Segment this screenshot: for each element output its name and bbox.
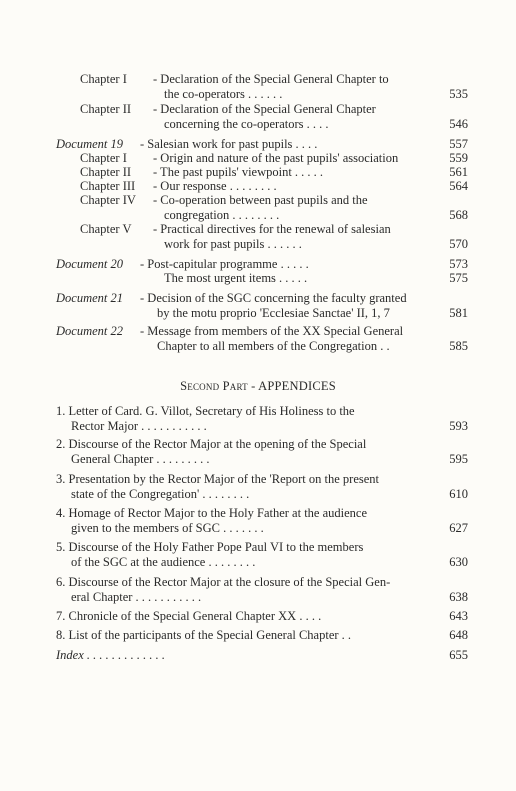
- appendix-title: 6. Discourse of the Rector Major at the closure of the Special Gen-: [56, 575, 391, 589]
- page-number: 557: [449, 137, 468, 151]
- entry-label: Document 20: [56, 257, 123, 271]
- page-number: 593: [449, 419, 468, 433]
- section-heading-suffix: - APPENDICES: [251, 379, 336, 393]
- appendix-title-cont: General Chapter . . . . . . . . .: [71, 452, 210, 466]
- page-number: 648: [449, 628, 468, 642]
- entry-title: - Post-capitular programme . . . . .: [140, 257, 309, 271]
- page-number: 568: [449, 208, 468, 222]
- entry-title: - Origin and nature of the past pupils' association: [153, 151, 399, 165]
- entry-title-cont: the co-operators . . . . . .: [164, 87, 283, 101]
- entry-label: Chapter IV: [80, 193, 136, 207]
- page-number: 655: [449, 648, 468, 662]
- appendix-title: 1. Letter of Card. G. Villot, Secretary of His Holiness to the: [56, 404, 355, 418]
- entry-title: - Our response . . . . . . . .: [153, 179, 277, 193]
- section-heading: [0, 378, 516, 394]
- entry-title-cont: Chapter to all members of the Congregation . .: [157, 339, 390, 353]
- appendix-title: 7. Chronicle of the Special General Chapter XX . . . .: [56, 609, 322, 623]
- page-number: 564: [449, 179, 468, 193]
- page-number: 643: [449, 609, 468, 623]
- page-number: 581: [449, 306, 468, 320]
- appendix-title: 3. Presentation by the Rector Major of the 'Report on the present: [56, 472, 380, 486]
- entry-title: - Practical directives for the renewal of salesian: [153, 222, 391, 236]
- entry-title: - Co-operation between past pupils and the: [153, 193, 368, 207]
- appendix-title: 5. Discourse of the Holy Father Pope Paul VI to the members: [56, 540, 364, 554]
- entry-label: Document 19: [56, 137, 123, 151]
- page-number: 561: [449, 165, 468, 179]
- entry-title: - Salesian work for past pupils . . . .: [140, 137, 318, 151]
- entry-title: - The past pupils' viewpoint . . . . .: [153, 165, 324, 179]
- entry-title-cont: concerning the co-operators . . . .: [164, 117, 329, 131]
- page-number: 559: [449, 151, 468, 165]
- page-number: 630: [449, 555, 468, 569]
- entry-title-cont: congregation . . . . . . . .: [164, 208, 280, 222]
- entry-label: Document 21: [56, 291, 123, 305]
- page-number: 575: [449, 271, 468, 285]
- entry-title-cont: work for past pupils . . . . . .: [164, 237, 302, 251]
- page-number: 627: [449, 521, 468, 535]
- section-heading-prefix: Second Part: [180, 379, 248, 393]
- entry-label: Chapter II: [80, 102, 132, 116]
- appendix-title: 4. Homage of Rector Major to the Holy Father at the audience: [56, 506, 368, 520]
- page-number: 610: [449, 487, 468, 501]
- page-number: 595: [449, 452, 468, 466]
- entry-title: - Decision of the SGC concerning the faculty granted: [140, 291, 407, 305]
- entry-label: Chapter III: [80, 179, 136, 193]
- entry-label: Chapter I: [80, 151, 127, 165]
- appendix-title-cont: state of the Congregation' . . . . . . . .: [71, 487, 250, 501]
- page-number: 570: [449, 237, 468, 251]
- appendix-title-cont: eral Chapter . . . . . . . . . . .: [71, 590, 202, 604]
- entry-label: Chapter V: [80, 222, 132, 236]
- appendix-title: 2. Discourse of the Rector Major at the opening of the Special: [56, 437, 367, 451]
- entry-label: Document 22: [56, 324, 123, 338]
- page-number: 546: [449, 117, 468, 131]
- appendix-title-cont: given to the members of SGC . . . . . . .: [71, 521, 264, 535]
- entry-label: Chapter II: [80, 165, 132, 179]
- page-number: 585: [449, 339, 468, 353]
- page-number: 573: [449, 257, 468, 271]
- entry-title: - Declaration of the Special General Chapter to: [153, 72, 389, 86]
- appendix-title-cont: Rector Major . . . . . . . . . . .: [71, 419, 207, 433]
- page-number: 535: [449, 87, 468, 101]
- appendix-title: 8. List of the participants of the Special General Chapter . .: [56, 628, 352, 642]
- page-number: 638: [449, 590, 468, 604]
- entry-subtitle: The most urgent items . . . . .: [164, 271, 308, 285]
- entry-title: - Message from members of the XX Special General: [140, 324, 404, 338]
- appendix-title-cont: of the SGC at the audience . . . . . . . .: [71, 555, 256, 569]
- entry-title-cont: by the motu proprio 'Ecclesiae Sanctae' II, 1, 7: [157, 306, 390, 320]
- index-title: Index . . . . . . . . . . . . .: [56, 648, 166, 662]
- entry-title: - Declaration of the Special General Chapter: [153, 102, 376, 116]
- entry-label: Chapter I: [80, 72, 127, 86]
